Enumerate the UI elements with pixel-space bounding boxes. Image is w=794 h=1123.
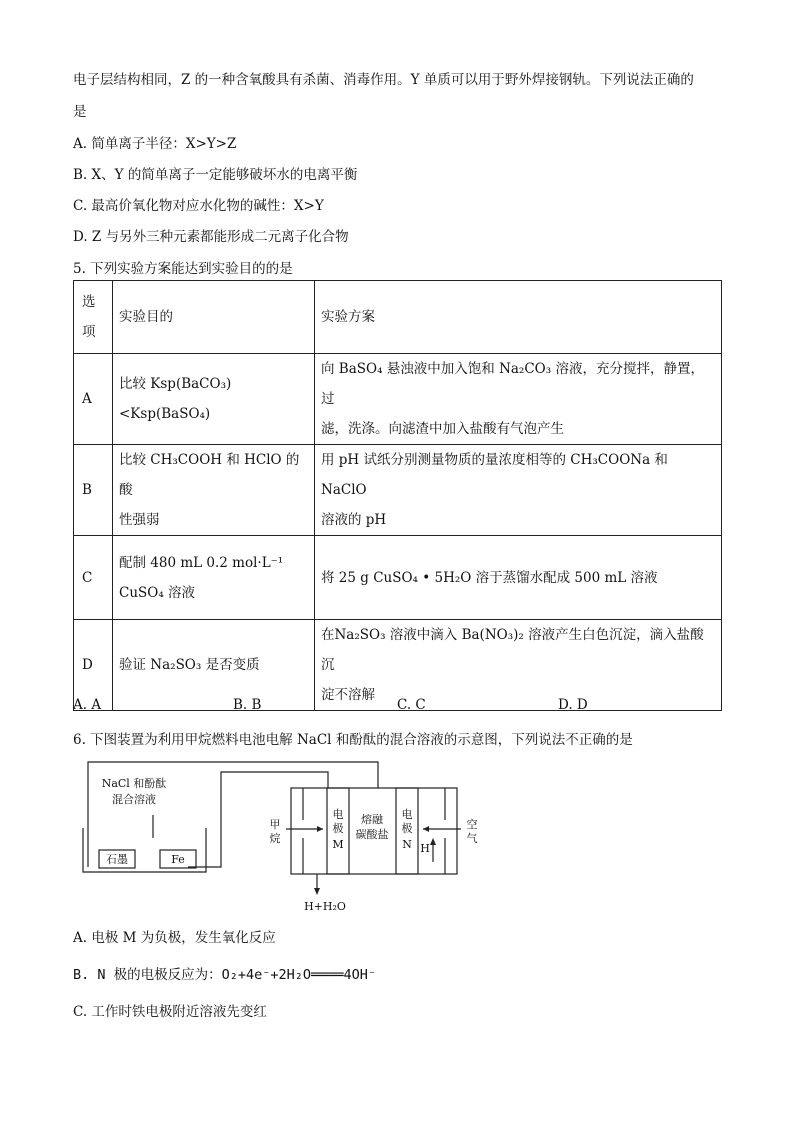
row-plan: 向 BaSO₄ 悬浊液中加入饱和 Na₂CO₃ 溶液，充分搅拌，静置，过 滤，洗涤。向滤渣中加入盐酸有气泡产生 xyxy=(315,354,722,445)
outlet-label: H+H₂O xyxy=(304,900,346,913)
experiment-table xyxy=(73,280,722,711)
row-option: C xyxy=(74,536,113,620)
choice-b: B. B xyxy=(233,697,262,713)
table-row xyxy=(74,536,722,620)
header-plan: 实验方案 xyxy=(315,281,722,354)
row-purpose: 比较 CH₃COOH 和 HClO 的酸 性强弱 xyxy=(113,445,315,536)
electrolyte-label-1: 熔融 xyxy=(361,813,383,826)
q6-option-c: C. 工作时铁电极附近溶液先变红 xyxy=(73,1004,267,1020)
q4-stem-line1: 电子层结构相同，Z 的一种含氧酸具有杀菌、消毒作用。Y 单质可以用于野外焊接钢轨。下列说法正确的 xyxy=(73,72,694,88)
choice-d: D. D xyxy=(558,697,588,713)
electrode-m-label-3: M xyxy=(332,838,344,851)
electrode-n-label-1: 电 xyxy=(401,808,413,821)
air-label-2: 气 xyxy=(466,832,478,845)
row-plan: 用 pH 试纸分别测量物质的量浓度相等的 CH₃COONa 和 NaClO 溶液的 pH xyxy=(315,445,722,536)
choice-a: A. A xyxy=(73,697,102,713)
q5-choices xyxy=(73,697,673,715)
q6-stem: 6. 下图装置为利用甲烷燃料电池电解 NaCl 和酚酞的混合溶液的示意图，下列说法不正确的是 xyxy=(73,732,633,748)
row-option: D xyxy=(74,620,113,711)
q5-stem: 5. 下列实验方案能达到实验目的的是 xyxy=(73,261,293,277)
electrode-n-label-3: N xyxy=(402,838,412,851)
header-option: 选 项 xyxy=(74,281,113,354)
row-purpose: 配制 480 mL 0.2 mol·L⁻¹ CuSO₄ 溶液 xyxy=(113,536,315,620)
electrode-n-label-2: 极 xyxy=(401,822,413,835)
iron-label: Fe xyxy=(171,853,185,866)
row-purpose: 验证 Na₂SO₃ 是否变质 xyxy=(113,620,315,711)
electrode-m-label-2: 极 xyxy=(332,822,344,835)
air-label-1: 空 xyxy=(466,818,478,831)
electrolyte-label-2: 碳酸盐 xyxy=(355,828,389,841)
table-row xyxy=(74,445,722,536)
q4-option-a: A. 简单离子半径：X>Y>Z xyxy=(73,136,237,152)
q4-stem-line2: 是 xyxy=(73,104,87,120)
electrode-m-label-1: 电 xyxy=(332,808,344,821)
row-option: B xyxy=(74,445,113,536)
methane-label-1: 甲 xyxy=(269,818,281,831)
solution-label-2: 混合溶液 xyxy=(112,793,156,806)
choice-c: C. C xyxy=(397,697,426,713)
q4-option-c: C. 最高价氧化物对应水化物的碱性：X>Y xyxy=(73,198,324,214)
row-plan: 将 25 g CuSO₄ • 5H₂O 溶于蒸馏水配成 500 mL 溶液 xyxy=(315,536,722,620)
row-option: A xyxy=(74,354,113,445)
row-plan: 在Na₂SO₃ 溶液中滴入 Ba(NO₃)₂ 溶液产生白色沉淀，滴入盐酸沉 淀不溶解 xyxy=(315,620,722,711)
graphite-label: 石墨 xyxy=(106,853,128,866)
solution-label-1: NaCl 和酚酞 xyxy=(101,777,167,790)
q6-option-b: B. N 极的电极反应为：O₂+4e⁻+2H₂O════4OH⁻ xyxy=(73,967,377,983)
q4-option-d: D. Z 与另外三种元素都能形成二元离子化合物 xyxy=(73,229,349,245)
table-row xyxy=(74,354,722,445)
q6-option-a: A. 电极 M 为负极，发生氧化反应 xyxy=(73,930,276,946)
fuel-cell-diagram xyxy=(73,760,493,915)
inlet-h-label: H xyxy=(420,842,430,855)
methane-label-2: 烷 xyxy=(269,832,281,845)
row-purpose: 比较 Ksp(BaCO₃)<Ksp(BaSO₄) xyxy=(113,354,315,445)
q4-option-b: B. X、Y 的简单离子一定能够破坏水的电离平衡 xyxy=(73,167,358,183)
header-purpose: 实验目的 xyxy=(113,281,315,354)
table-header-row xyxy=(74,281,722,354)
